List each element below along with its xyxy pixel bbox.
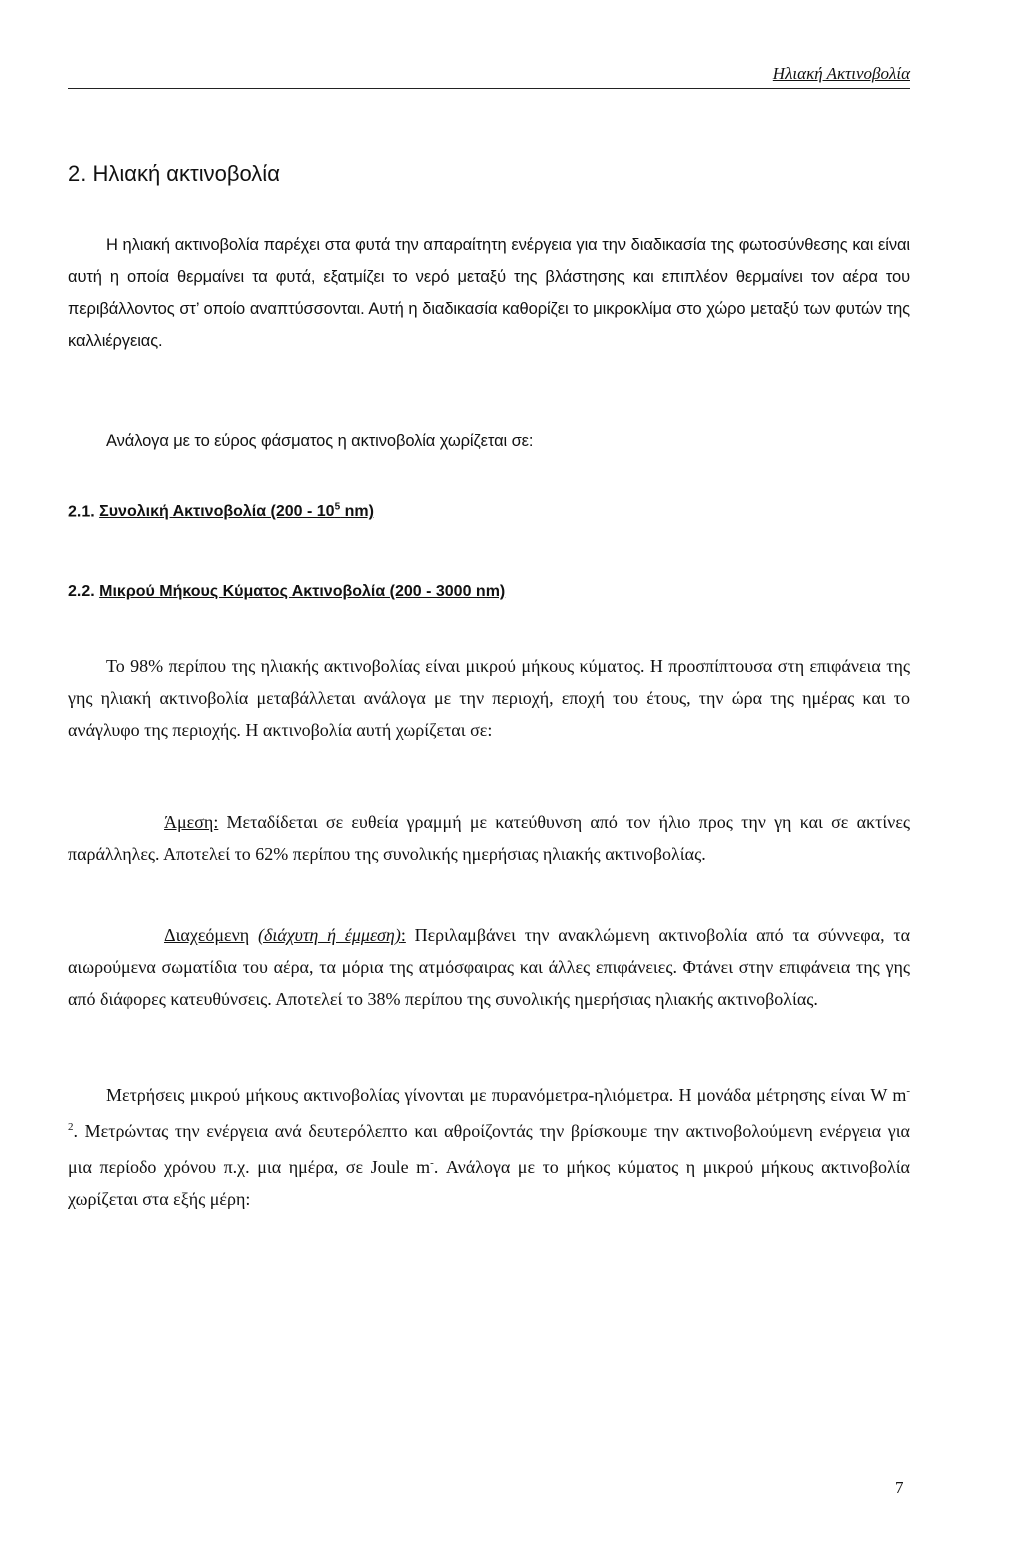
direct-radiation-term: Άμεση: bbox=[164, 812, 219, 832]
measurement-text-c: . Ανάλογα με το μήκος κύματος η μικρού μήκους ακτινοβολία χωρίζεται στα εξής μέρη: bbox=[68, 1157, 910, 1209]
measurement-paragraph bbox=[68, 1075, 910, 1215]
running-title: Ηλιακή Ακτινοβολία bbox=[772, 64, 910, 83]
measurement-text-b: . Μετρώντας την ενέργεια ανά δευτερόλεπτο και αθροίζοντάς την βρίσκουμε την ακτινοβολούμενη ενέργεια για μια περίοδο χρόνου π.χ. μια ημέρα, σε Joule m bbox=[68, 1121, 910, 1177]
section-2-2-title: Μικρού Μήκους Κύματος Ακτινοβολία (200 - 3000 nm) bbox=[99, 583, 506, 600]
page-number: 7 bbox=[895, 1478, 904, 1497]
section-2-1-heading bbox=[68, 502, 374, 521]
diffuse-radiation-text: Περιλαμβάνει την ανακλώμενη ακτινοβολία από τα σύννεφα, τα αιωρούμενα σωματίδια του αέρα, τα μόρια της ατμόσφαιρας και άλλες επιφάνειες. Φτάνει στην επιφάνεια της γης από διάφορες κατευθύνσεις. Αποτελεί το 38% περίπου της συνολικής ημερήσιας ηλιακής ακτινοβολίας. bbox=[68, 925, 910, 1009]
diffuse-radiation-paragraph bbox=[68, 919, 910, 1015]
unit-superscript-a: -2 bbox=[68, 1085, 910, 1133]
chapter-title: 2. Ηλιακή ακτινοβολία bbox=[68, 161, 280, 186]
section-2-2-number: 2.2. bbox=[68, 583, 95, 600]
diffuse-radiation-term: Διαχεόμενη bbox=[164, 925, 250, 945]
diffuse-radiation-term-colon: : bbox=[400, 925, 406, 945]
section-2-1-superscript: 5 bbox=[334, 502, 341, 513]
section-2-1-number: 2.1. bbox=[68, 503, 95, 521]
direct-radiation-paragraph bbox=[68, 806, 910, 870]
measurement-text-a: Μετρήσεις μικρού μήκους ακτινοβολίας γίνονται με πυρανόμετρα-ηλιόμετρα. Η μονάδα μέτρησης είναι W m bbox=[106, 1085, 907, 1105]
page-header bbox=[68, 60, 910, 89]
direct-radiation-text: Μεταδίδεται σε ευθεία γραμμή με κατεύθυνση από τον ήλιο προς την γη και σε ακτίνες παράλληλες. Αποτελεί το 62% περίπου της συνολικής ημερήσιας ηλιακής ακτινοβολίας. bbox=[68, 812, 910, 864]
unit-superscript-b: - bbox=[430, 1157, 434, 1169]
section-2-2-paragraph: Το 98% περίπου της ηλιακής ακτινοβολίας είναι μικρού μήκους κύματος. Η προσπίπτουσα στη επιφάνεια της γης ηλιακή ακτινοβολία μεταβάλλεται ανάλογα με την περιοχή, εποχή του έτους, την ώρα της ημέρας και το ανάγλυφο της περιοχής. Η ακτινοβολία αυτή χωρίζεται σε: bbox=[68, 656, 910, 740]
intro-paragraph: Η ηλιακή ακτινοβολία παρέχει στα φυτά την απαραίτητη ενέργεια για την διαδικασία της φωτοσύνθεσης και είναι αυτή η οποία θερμαίνει τα φυτά, εξατμίζει το νερό μεταξύ της βλάστησης και επιπλέον θερμαίνει τον αέρα του περιβάλλοντος στ’ οποίο αναπτύσσονται. Αυτή η διαδικασία καθορίζει το μικροκλίμα στο χώρο μεταξύ των φυτών της καλλιέργειας. bbox=[68, 236, 910, 350]
section-2-1-title: Συνολική Ακτινοβολία ($200 - 10^5$ nm) bbox=[99, 502, 374, 521]
diffuse-radiation-term-paren: (διάχυτη ή έμμεση) bbox=[257, 925, 401, 945]
classification-sentence: Ανάλογα με το εύρος φάσματος η ακτινοβολία χωρίζεται σε: bbox=[106, 432, 534, 450]
section-2-2-heading bbox=[68, 583, 505, 601]
